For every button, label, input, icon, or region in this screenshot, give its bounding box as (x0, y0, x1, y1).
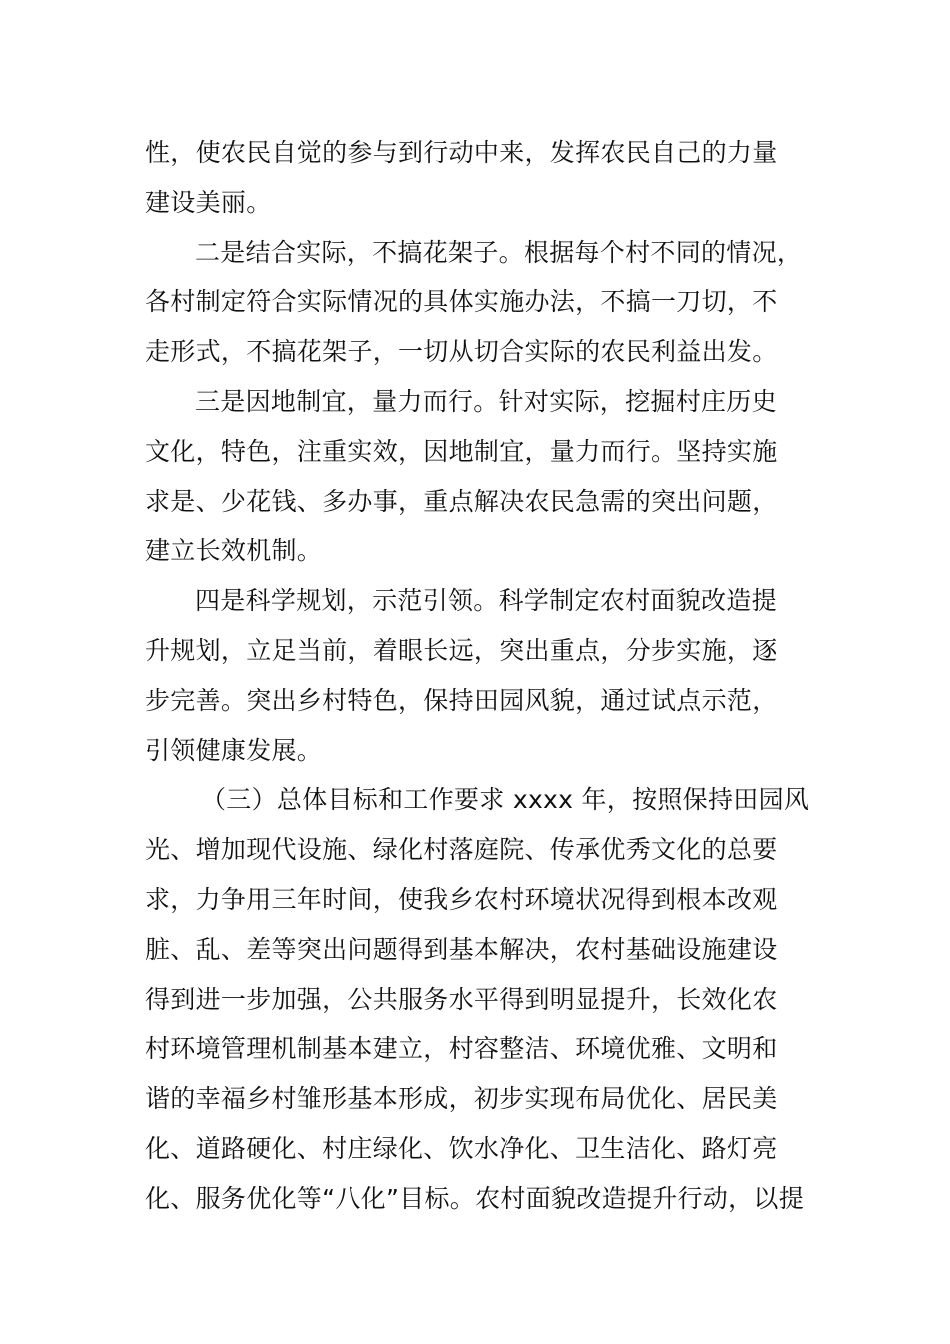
text-line: 光、增加现代设施、绿化村落庭院、传承优秀文化的总要 (145, 835, 778, 865)
text-line: 文化，特色，注重实效，因地制宜，量力而行。坚持实施 (145, 436, 778, 466)
text-line: 建立长效机制。 (145, 536, 323, 566)
text-line: 化、服务优化等“八化”目标。农村面貌改造提升行动，以提 (145, 1183, 805, 1213)
text-line: 性，使农民自觉的参与到行动中来，发挥农民自己的力量 (145, 138, 778, 167)
text-line: 化、道路硬化、村庄绿化、饮水净化、卫生洁化、路灯亮 (145, 1133, 778, 1163)
text-line: 求，力争用三年时间，使我乡农村环境状况得到根本改观 (145, 884, 778, 914)
text-line: 各村制定符合实际情况的具体实施办法，不搞一刀切，不 (145, 287, 778, 317)
text-line: 升规划，立足当前，着眼长远，突出重点，分步实施，逐 (145, 635, 778, 665)
text-line: 求是、少花钱、多办事，重点解决农民急需的突出问题， (145, 486, 778, 516)
text-line: 走形式，不搞花架子，一切从切合实际的农民利益出发。 (145, 337, 778, 367)
text-line: 谐的幸福乡村雏形基本形成，初步实现布局优化、居民美 (145, 1084, 778, 1114)
text-line: 引领健康发展。 (145, 735, 323, 765)
text-line: 得到进一步加强，公共服务水平得到明显提升，长效化农 (145, 984, 778, 1014)
document-body (145, 128, 835, 1224)
paragraph-start-line: 二是结合实际，不搞花架子。根据每个村不同的情况， (195, 237, 803, 267)
section-heading-line: （三）总体目标和工作要求 xxxx 年，按照保持田园风 (201, 785, 810, 815)
text-line: 脏、乱、差等突出问题得到基本解决，农村基础设施建设 (145, 934, 778, 964)
paragraph-start-line: 三是因地制宜，量力而行。针对实际，挖掘村庄历史 (195, 386, 777, 416)
text-line: 建设美丽。 (145, 187, 272, 217)
paragraph-start-line: 四是科学规划，示范引领。科学制定农村面貌改造提 (195, 586, 777, 616)
text-line: 村环境管理机制基本建立，村容整洁、环境优雅、文明和 (145, 1034, 778, 1064)
text-line: 步完善。突出乡村特色，保持田园风貌，通过试点示范， (145, 685, 778, 715)
